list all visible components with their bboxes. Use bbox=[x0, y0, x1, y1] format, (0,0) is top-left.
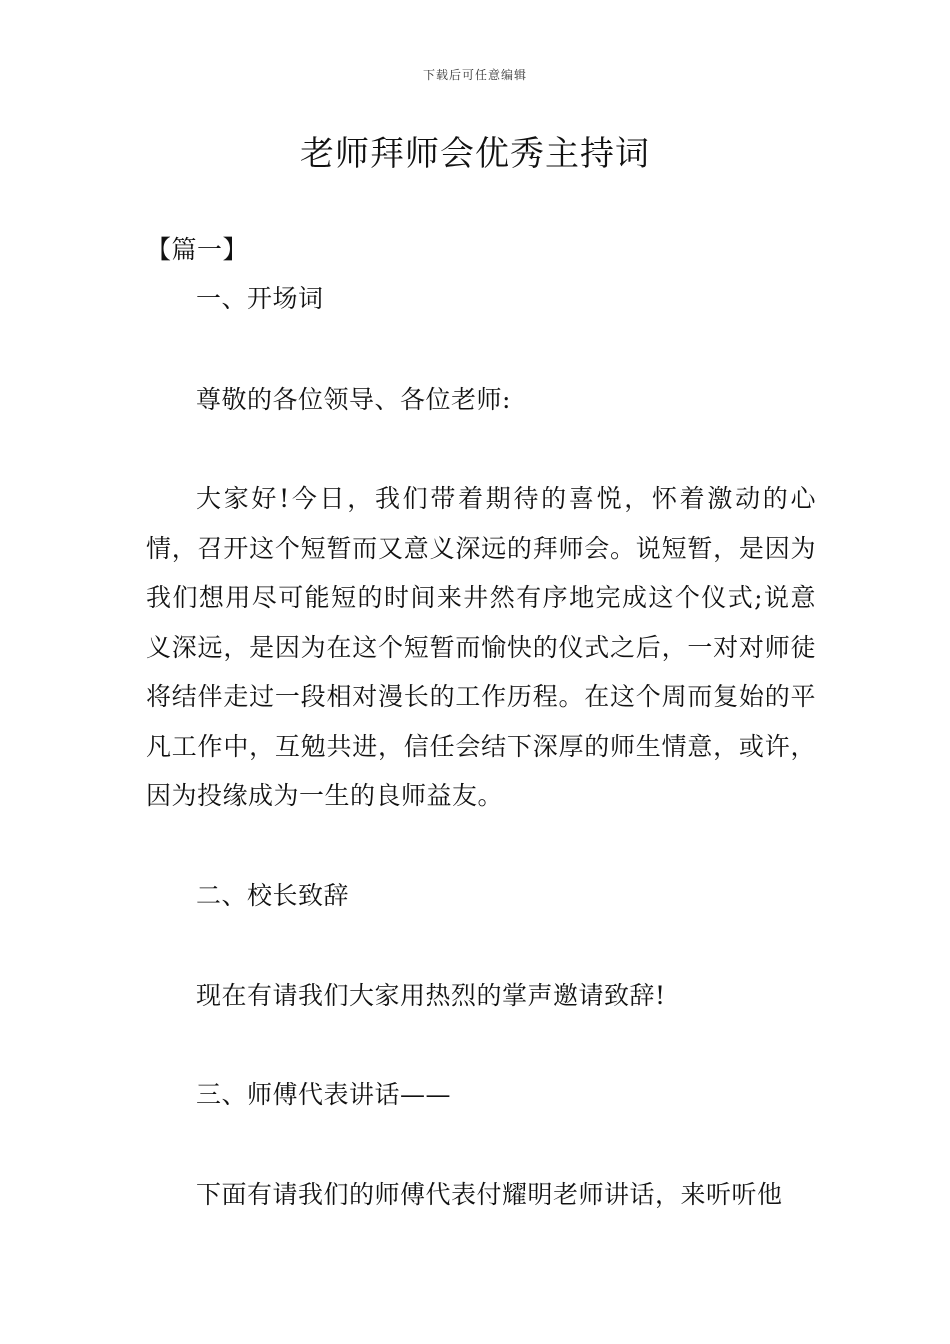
section-label: 【篇一】 bbox=[146, 235, 249, 264]
salutation: 尊敬的各位领导、各位老师: bbox=[196, 385, 511, 414]
opening-paragraph: 大家好!今日，我们带着期待的喜悦，怀着激动的心情，召开这个短暂而又意义深远的拜师会。说短暂，是因为我们想用尽可能短的时间来井然有序地完成这个仪式;说意义深远，是因为在这个短暂而愉快的仪式之后，一对对师徒将结伴走过一段相对漫长的工作历程。在这个周而复始的平凡工作中，互勉共进，信任会结下深厚的师生情意，或许，因为投缘成为一生的良师益友。 bbox=[146, 484, 816, 810]
principal-invitation: 现在有请我们大家用热烈的掌声邀请致辞! bbox=[196, 981, 666, 1010]
heading-principal-speech: 二、校长致辞 bbox=[196, 881, 350, 910]
heading-opening: 一、开场词 bbox=[196, 284, 324, 313]
mentor-invitation: 下面有请我们的师傅代表付耀明老师讲话，来听听他 bbox=[196, 1180, 783, 1209]
header-note: 下载后可任意编辑 bbox=[422, 68, 527, 82]
heading-mentor-speech: 三、师傅代表讲话—— bbox=[196, 1080, 452, 1109]
document-title: 老师拜师会优秀主持词 bbox=[300, 134, 650, 174]
